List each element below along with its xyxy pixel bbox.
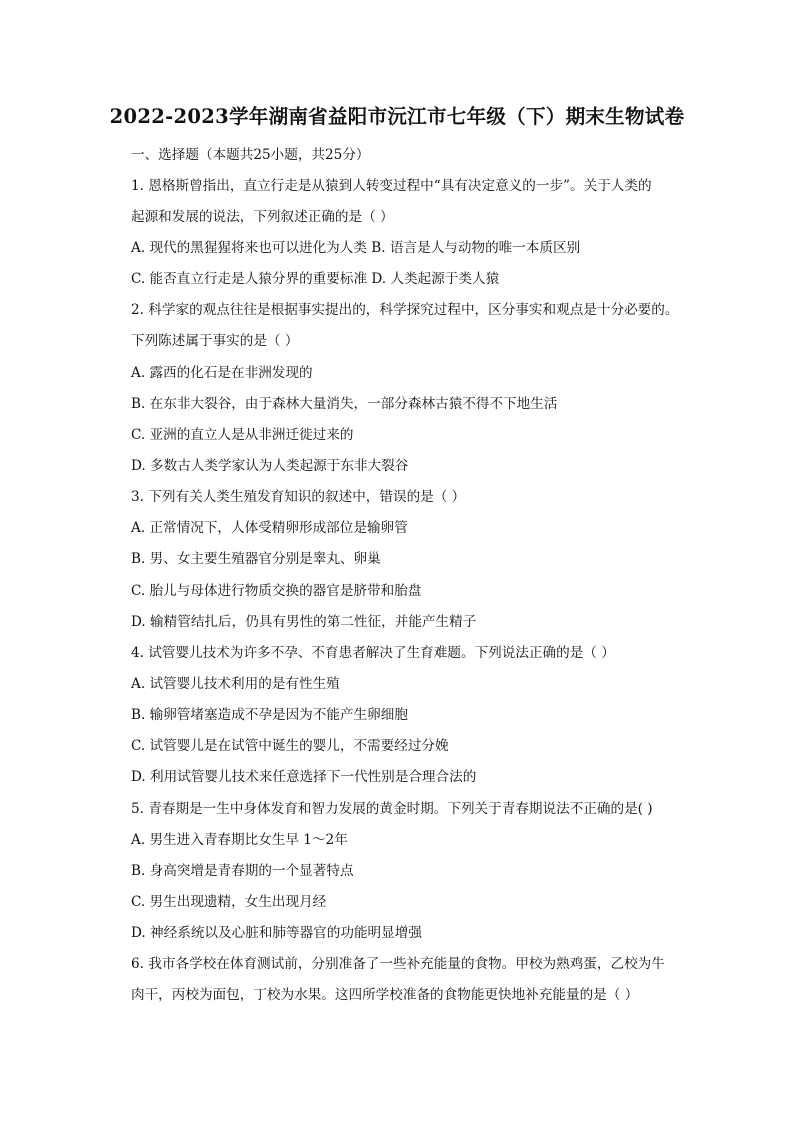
option-line: D. 利用试管婴儿技术来任意选择下一代性别是合理合法的	[131, 769, 477, 785]
option-line: D. 输精管结扎后，仍具有男性的第二性征，并能产生精子	[131, 614, 477, 630]
question-line: 肉干，丙校为面包，丁校为水果。这四所学校准备的食物能更快地补充能量的是（ ）	[131, 987, 639, 1003]
question-line: 6. 我市各学校在体育测试前，分别准备了一些补充能量的食物。甲校为熟鸡蛋，乙校为牛	[131, 956, 665, 972]
option-line: C. 能否直立行走是人猿分界的重要标准 D. 人类起源于类人猿	[131, 271, 500, 287]
question-line: 下列陈述属于事实的是（ ）	[131, 333, 299, 349]
section-heading: 一、选择题（本题共25小题，共25分）	[131, 147, 370, 163]
option-line: C. 胎儿与母体进行物质交换的器官是脐带和胎盘	[131, 583, 422, 599]
question-line: 2. 科学家的观点往往是根据事实提出的，科学探究过程中，区分事实和观点是十分必要的。	[131, 302, 679, 318]
question-line: 起源和发展的说法，下列叙述正确的是（ ）	[131, 209, 394, 225]
option-line: D. 神经系统以及心脏和肺等器官的功能明显增强	[131, 925, 422, 941]
option-line: C. 男生出现遗精，女生出现月经	[131, 894, 327, 910]
question-line: 3. 下列有关人类生殖发育知识的叙述中，错误的是（ ）	[131, 489, 466, 505]
option-line: A. 正常情况下，人体受精卵形成部位是输卵管	[131, 520, 408, 536]
option-line: C. 亚洲的直立人是从非洲迁徙过来的	[131, 427, 354, 443]
question-line: 1. 恩格斯曾指出，直立行走是从猿到人转变过程中“具有决定意义的一步”。关于人类的	[131, 178, 652, 194]
option-line: C. 试管婴儿是在试管中诞生的婴儿，不需要经过分娩	[131, 738, 449, 754]
option-line: D. 多数古人类学家认为人类起源于东非大裂谷	[131, 458, 409, 474]
option-line: A. 露西的化石是在非洲发现的	[131, 365, 313, 381]
option-line: A. 试管婴儿技术利用的是有性生殖	[131, 676, 340, 692]
option-line: B. 身高突增是青春期的一个显著特点	[131, 863, 354, 879]
page-title: 2022-2023学年湖南省益阳市沅江市七年级（下）期末生物试卷	[109, 105, 685, 128]
option-line: A. 现代的黑猩猩将来也可以进化为人类 B. 语言是人与动物的唯一本质区别	[131, 240, 581, 256]
question-line: 4. 试管婴儿技术为许多不孕、不育患者解决了生育难题。下列说法正确的是（ ）	[131, 645, 615, 661]
option-line: B. 男、女主要生殖器官分别是睾丸、卵巢	[131, 551, 381, 567]
option-line: B. 在东非大裂谷，由于森林大量消失，一部分森林古猿不得不下地生活	[131, 396, 558, 412]
option-line: B. 输卵管堵塞造成不孕是因为不能产生卵细胞	[131, 707, 408, 723]
question-line: 5. 青春期是一生中身体发育和智力发展的黄金时期。下列关于青春期说法不正确的是( )	[131, 801, 653, 817]
option-line: A. 男生进入青春期比女生早 1～2年	[131, 832, 348, 848]
